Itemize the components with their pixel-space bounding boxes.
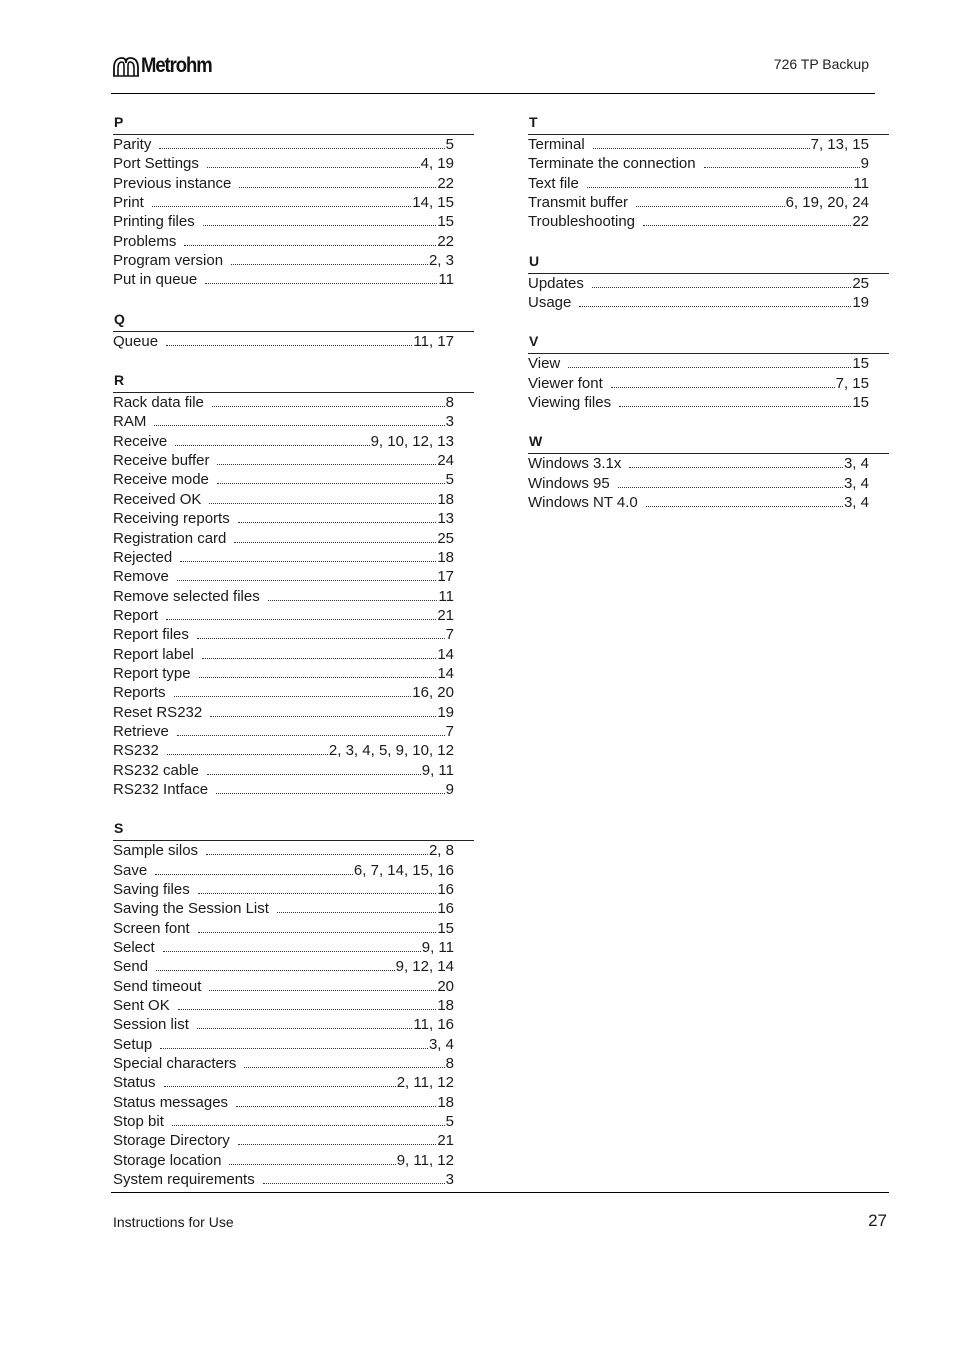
entry-list — [528, 135, 869, 232]
entry-term: Status — [113, 1074, 156, 1092]
entry-term: Terminate the connection — [528, 155, 696, 173]
dot-leader — [263, 1183, 445, 1184]
entry-pages: 8 — [445, 1055, 454, 1073]
entry-pages: 9, 12, 14 — [395, 958, 454, 976]
dot-leader — [163, 951, 421, 952]
dot-leader — [205, 283, 437, 284]
entry-pages: 11, 16 — [413, 1016, 454, 1034]
entry-term: Problems — [113, 232, 177, 250]
entry-term: Put in queue — [113, 271, 198, 289]
entry-list — [113, 841, 454, 1189]
entry-term: Storage Directory — [113, 1132, 230, 1150]
dot-leader — [611, 387, 835, 388]
entry-term: System requirements — [113, 1171, 255, 1189]
index-entry — [528, 493, 869, 512]
entry-term: Windows NT 4.0 — [528, 494, 638, 512]
document-title: 726 TP Backup — [773, 56, 869, 72]
index-entry — [113, 841, 454, 860]
entry-term: Retrieve — [113, 722, 169, 740]
entry-term: Previous instance — [113, 174, 232, 192]
entry-pages: 11 — [438, 587, 454, 605]
index-entry — [528, 454, 869, 473]
index-entry — [113, 996, 454, 1015]
index-entry — [528, 274, 869, 293]
entry-pages: 9, 11 — [421, 939, 454, 957]
entry-term: Port Settings — [113, 155, 199, 173]
dot-leader — [643, 225, 851, 226]
dot-leader — [593, 148, 810, 149]
logo-text: Metrohm — [141, 54, 212, 77]
entry-pages: 5 — [445, 1113, 454, 1131]
entry-term: View — [528, 355, 561, 373]
entry-pages: 2, 3, 4, 5, 9, 10, 12 — [328, 742, 454, 760]
page-number: 27 — [868, 1211, 887, 1230]
entry-term: Parity — [113, 136, 152, 153]
entry-term: Windows 3.1x — [528, 455, 622, 473]
index-entry — [113, 548, 454, 567]
index-entry — [113, 1131, 454, 1150]
index-entry — [528, 354, 869, 373]
index-column-right — [528, 114, 889, 533]
entry-pages: 22 — [437, 232, 454, 250]
index-entry — [113, 645, 454, 664]
index-section — [528, 433, 889, 512]
entry-term: Text file — [528, 174, 579, 192]
entry-term: Send timeout — [113, 977, 202, 995]
entry-pages: 7 — [445, 626, 454, 644]
entry-pages: 18 — [437, 548, 454, 566]
index-column-left — [113, 114, 474, 1211]
entry-pages: 21 — [437, 606, 454, 624]
entry-pages: 24 — [437, 452, 454, 470]
entry-term: Session list — [113, 1016, 189, 1034]
dot-leader — [587, 187, 853, 188]
index-entry — [113, 193, 454, 212]
dot-leader — [209, 990, 436, 991]
entry-term: Rack data file — [113, 394, 204, 412]
entry-term: RS232 — [113, 742, 159, 760]
entry-term: Reports — [113, 684, 166, 702]
index-section — [528, 333, 889, 412]
dot-leader — [579, 306, 851, 307]
index-entry — [113, 470, 454, 489]
dot-leader — [178, 1009, 437, 1010]
entry-list — [528, 354, 869, 412]
entry-pages: 2, 8 — [428, 842, 454, 860]
entry-pages: 21 — [437, 1132, 454, 1150]
index-entry — [113, 880, 454, 899]
entry-term: Stop bit — [113, 1113, 164, 1131]
entry-term: Updates — [528, 274, 584, 292]
index-entry — [528, 374, 869, 393]
dot-leader — [167, 754, 328, 755]
entry-pages: 9, 11, 12 — [396, 1151, 454, 1169]
dot-leader — [166, 345, 412, 346]
entry-term: Status messages — [113, 1093, 229, 1111]
entry-term: Receive — [113, 432, 168, 450]
entry-pages: 9, 10, 12, 13 — [370, 432, 454, 450]
dot-leader — [154, 425, 444, 426]
index-entry — [528, 174, 869, 193]
index-entry — [113, 1015, 454, 1034]
index-entry — [113, 861, 454, 880]
index-entry — [113, 977, 454, 996]
entry-term: Rejected — [113, 548, 173, 566]
index-section — [528, 114, 889, 232]
dot-leader — [166, 619, 436, 620]
entry-pages: 17 — [437, 568, 454, 586]
entry-list — [528, 274, 869, 313]
entry-pages: 14, 15 — [412, 194, 454, 212]
dot-leader — [159, 148, 444, 149]
index-entry — [113, 509, 454, 528]
dot-leader — [217, 483, 445, 484]
entry-pages: 3, 4 — [843, 494, 869, 512]
entry-term: Storage location — [113, 1151, 222, 1169]
index-entry — [113, 587, 454, 606]
entry-list — [113, 332, 454, 351]
dot-leader — [231, 264, 428, 265]
dot-leader — [152, 206, 411, 207]
entry-pages: 22 — [437, 174, 454, 192]
entry-term: Save — [113, 861, 148, 879]
dot-leader — [238, 1144, 437, 1145]
index-entry — [528, 212, 869, 231]
entry-pages: 6, 7, 14, 15, 16 — [353, 861, 454, 879]
index-entry — [113, 332, 454, 351]
entry-list — [528, 454, 869, 512]
index-entry — [113, 1054, 454, 1073]
entry-term: Report files — [113, 626, 189, 644]
dot-leader — [629, 467, 843, 468]
index-entry — [113, 154, 454, 173]
entry-term: Receiving reports — [113, 510, 230, 528]
dot-leader — [212, 406, 445, 407]
index-entry — [113, 899, 454, 918]
entry-term: Printing files — [113, 213, 195, 231]
index-entry — [528, 193, 869, 212]
index-entry — [528, 135, 869, 154]
entry-pages: 15 — [852, 355, 869, 373]
entry-pages: 3, 4 — [428, 1035, 454, 1053]
index-entry — [113, 1093, 454, 1112]
dot-leader — [202, 658, 436, 659]
entry-term: Terminal — [528, 136, 585, 153]
dot-leader — [239, 187, 436, 188]
index-entry — [113, 393, 454, 412]
dot-leader — [636, 206, 785, 207]
index-entry — [113, 780, 454, 799]
entry-term: Usage — [528, 294, 572, 312]
dot-leader — [229, 1164, 395, 1165]
dot-leader — [155, 874, 353, 875]
entry-pages: 9, 11 — [421, 761, 454, 779]
entry-term: Receive mode — [113, 471, 209, 489]
index-entry — [113, 919, 454, 938]
entry-term: RAM — [113, 413, 147, 431]
index-section — [113, 311, 474, 351]
entry-pages: 15 — [437, 919, 454, 937]
entry-pages: 3 — [445, 1171, 454, 1189]
metrohm-logo — [113, 54, 221, 78]
dot-leader — [164, 1086, 396, 1087]
index-entry — [113, 232, 454, 251]
entry-pages: 11 — [438, 271, 454, 289]
entry-pages: 18 — [437, 1093, 454, 1111]
entry-term: Screen font — [113, 919, 190, 937]
entry-term: Remove — [113, 568, 169, 586]
index-entry — [113, 722, 454, 741]
dot-leader — [216, 793, 445, 794]
entry-pages: 7 — [445, 722, 454, 740]
entry-pages: 16 — [437, 900, 454, 918]
entry-term: Remove selected files — [113, 587, 260, 605]
index-entry — [113, 451, 454, 470]
entry-pages: 3, 4 — [843, 474, 869, 492]
entry-pages: 5 — [445, 471, 454, 489]
entry-pages: 25 — [852, 274, 869, 292]
index-entry — [113, 1170, 454, 1189]
entry-term: Report label — [113, 645, 194, 663]
index-entry — [113, 703, 454, 722]
entry-term: Windows 95 — [528, 474, 610, 492]
dot-leader — [234, 542, 436, 543]
index-entry — [528, 154, 869, 173]
entry-pages: 6, 19, 20, 24 — [785, 194, 869, 212]
section-letter: S — [114, 820, 124, 837]
dot-leader — [207, 167, 420, 168]
index-section — [113, 820, 474, 1189]
entry-list — [113, 135, 454, 290]
index-entry — [528, 474, 869, 493]
index-entry — [113, 412, 454, 431]
entry-term: Report type — [113, 664, 191, 682]
entry-term: Sample silos — [113, 842, 199, 860]
dot-leader — [268, 600, 438, 601]
dot-leader — [568, 367, 851, 368]
entry-pages: 3 — [445, 413, 454, 431]
index-entry — [113, 606, 454, 625]
entry-pages: 2, 11, 12 — [396, 1074, 454, 1092]
footer-divider — [111, 1192, 889, 1193]
index-entry — [113, 1151, 454, 1170]
dot-leader — [156, 970, 395, 971]
index-section — [528, 253, 889, 313]
entry-term: Queue — [113, 332, 159, 350]
index-entry — [113, 135, 454, 154]
index-entry — [113, 957, 454, 976]
entry-term: Saving files — [113, 881, 190, 898]
entry-pages: 9 — [445, 780, 454, 798]
dot-leader — [592, 287, 851, 288]
dot-leader — [199, 677, 437, 678]
index-section — [113, 114, 474, 290]
section-letter: T — [529, 114, 538, 130]
entry-pages: 22 — [852, 213, 869, 231]
index-entry — [113, 1035, 454, 1054]
entry-pages: 2, 3 — [428, 252, 454, 270]
section-letter: W — [529, 433, 543, 450]
footer-label: Instructions for Use — [113, 1214, 234, 1230]
dot-leader — [244, 1067, 444, 1068]
dot-leader — [277, 912, 436, 913]
page-header — [111, 52, 875, 94]
entry-term: Report — [113, 606, 159, 624]
dot-leader — [177, 735, 445, 736]
entry-pages: 15 — [437, 213, 454, 231]
dot-leader — [172, 1125, 445, 1126]
index-entry — [113, 490, 454, 509]
index-entry — [113, 741, 454, 760]
dot-leader — [198, 932, 437, 933]
entry-term: Viewer font — [528, 374, 603, 392]
entry-term: Viewing files — [528, 394, 612, 412]
index-entry — [113, 567, 454, 586]
entry-pages: 11 — [853, 174, 869, 192]
entry-pages: 18 — [437, 490, 454, 508]
dot-leader — [209, 503, 436, 504]
index-entry — [113, 212, 454, 231]
entry-pages: 19 — [437, 703, 454, 721]
entry-term: Received OK — [113, 490, 202, 508]
entry-term: Saving the Session List — [113, 900, 269, 918]
index-entry — [113, 761, 454, 780]
entry-pages: 18 — [437, 997, 454, 1015]
entry-pages: 8 — [445, 394, 454, 412]
entry-pages: 7, 13, 15 — [810, 136, 869, 153]
entry-pages: 5 — [445, 136, 454, 153]
entry-term: RS232 Intface — [113, 780, 209, 798]
entry-term: Sent OK — [113, 997, 170, 1015]
dot-leader — [160, 1048, 428, 1049]
entry-pages: 3, 4 — [843, 455, 869, 473]
section-letter: R — [114, 372, 125, 389]
dot-leader — [704, 167, 860, 168]
dot-leader — [238, 522, 437, 523]
entry-pages: 4, 19 — [420, 155, 454, 173]
index-section — [113, 372, 474, 799]
dot-leader — [184, 245, 436, 246]
entry-term: Send — [113, 958, 149, 976]
section-letter: V — [529, 333, 539, 350]
dot-leader — [197, 1028, 413, 1029]
entry-term: Select — [113, 939, 155, 957]
dot-leader — [618, 487, 843, 488]
dot-leader — [236, 1106, 436, 1107]
dot-leader — [174, 696, 412, 697]
dot-leader — [197, 638, 445, 639]
index-entry — [113, 938, 454, 957]
entry-term: Transmit buffer — [528, 194, 629, 212]
dot-leader — [217, 464, 436, 465]
dot-leader — [175, 445, 369, 446]
dot-leader — [207, 774, 421, 775]
entry-term: Receive buffer — [113, 452, 210, 470]
index-entry — [113, 251, 454, 270]
index-entry — [113, 432, 454, 451]
metrohm-logo-icon — [113, 55, 139, 77]
entry-pages: 15 — [852, 394, 869, 412]
entry-pages: 7, 15 — [835, 374, 869, 392]
index-entry — [528, 293, 869, 312]
entry-term: Print — [113, 194, 144, 212]
index-entry — [113, 683, 454, 702]
entry-term: Reset RS232 — [113, 703, 203, 721]
entry-term: Program version — [113, 252, 224, 270]
entry-pages: 13 — [437, 510, 454, 528]
entry-pages: 16 — [437, 881, 454, 898]
entry-term: RS232 cable — [113, 761, 199, 779]
entry-pages: 9 — [860, 155, 869, 173]
entry-pages: 14 — [437, 645, 454, 663]
entry-term: Special characters — [113, 1055, 237, 1073]
entry-pages: 11, 17 — [413, 332, 454, 350]
section-letter: U — [529, 252, 540, 269]
dot-leader — [646, 506, 843, 507]
index-entry — [528, 393, 869, 412]
index-entry — [113, 529, 454, 548]
dot-leader — [177, 580, 436, 581]
dot-leader — [206, 854, 428, 855]
entry-pages: 16, 20 — [412, 684, 454, 702]
entry-pages: 25 — [437, 529, 454, 547]
entry-term: Troubleshooting — [528, 213, 636, 231]
index-entry — [113, 1112, 454, 1131]
section-letter: Q — [114, 310, 125, 327]
dot-leader — [198, 893, 437, 894]
entry-term: Registration card — [113, 529, 227, 547]
index-entry — [113, 270, 454, 289]
index-entry — [113, 625, 454, 644]
dot-leader — [619, 406, 851, 407]
entry-pages: 19 — [852, 294, 869, 312]
index-entry — [113, 1073, 454, 1092]
entry-pages: 14 — [437, 664, 454, 682]
entry-list — [113, 393, 454, 799]
entry-term: Setup — [113, 1035, 153, 1053]
section-letter: P — [114, 114, 124, 130]
dot-leader — [180, 561, 436, 562]
dot-leader — [210, 716, 436, 717]
dot-leader — [203, 225, 437, 226]
index-entry — [113, 664, 454, 683]
index-entry — [113, 174, 454, 193]
entry-pages: 20 — [437, 977, 454, 995]
